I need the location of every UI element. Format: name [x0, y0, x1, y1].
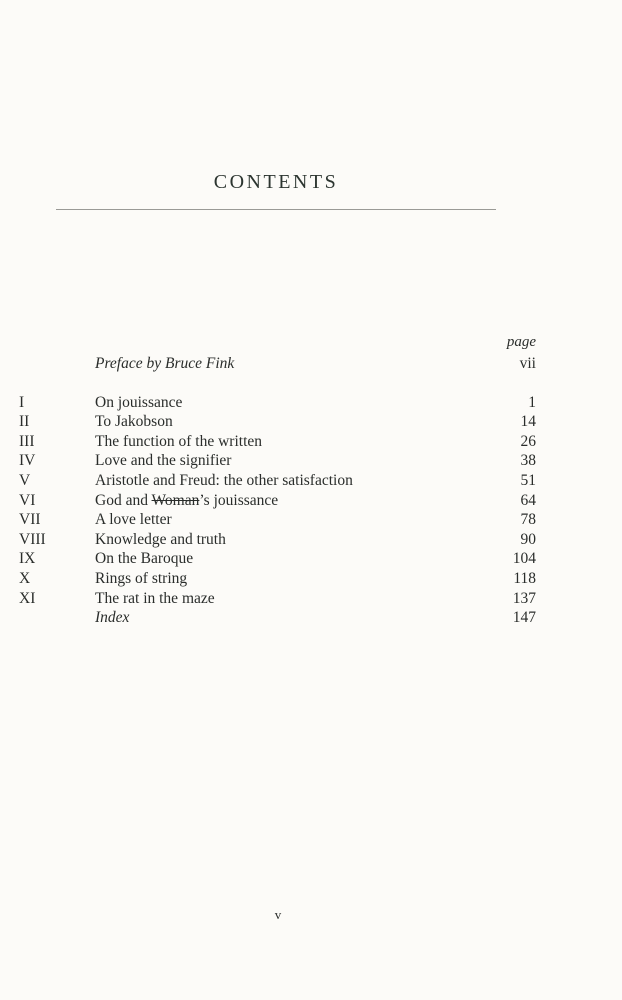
chapter-title: The function of the written — [95, 432, 263, 450]
toc-entry-chapter[interactable] — [0, 491, 622, 511]
chapter-numeral: III — [19, 432, 35, 450]
chapter-page: 90 — [520, 530, 536, 548]
toc-entry-index[interactable] — [0, 608, 622, 628]
chapter-numeral: X — [19, 569, 31, 587]
toc-entry-chapter[interactable] — [0, 432, 622, 452]
chapter-title: On jouissance — [95, 393, 183, 411]
chapter-page: 64 — [520, 491, 536, 509]
chapter-numeral: I — [19, 393, 25, 411]
chapter-page: 51 — [520, 471, 536, 489]
chapter-numeral: VII — [19, 511, 41, 529]
page-title: CONTENTS — [213, 171, 339, 193]
toc-entry-chapter[interactable] — [0, 471, 622, 491]
chapter-numeral: IV — [19, 452, 36, 470]
chapter-page: 14 — [520, 413, 536, 431]
toc-entry-chapter[interactable] — [0, 412, 622, 432]
chapter-title: The rat in the maze — [95, 589, 215, 607]
chapter-title-part: ’s jouissance — [199, 491, 279, 509]
toc-entry-title: Index — [95, 609, 130, 627]
chapter-title-part: God and — [95, 491, 152, 509]
chapter-title: Rings of string — [95, 569, 188, 587]
chapter-numeral: XI — [19, 589, 36, 607]
title-rule — [56, 209, 496, 210]
chapter-title: A love letter — [95, 511, 172, 529]
toc-entry-chapter[interactable] — [0, 589, 622, 609]
page-column-label: page — [506, 334, 536, 350]
chapter-title: Aristotle and Freud: the other satisfaction — [95, 471, 353, 489]
chapter-title: Love and the signifier — [95, 452, 232, 470]
toc-entry-chapter[interactable] — [0, 510, 622, 530]
chapter-title: Knowledge and truth — [95, 530, 226, 548]
toc-entry-chapter[interactable] — [0, 549, 622, 569]
toc-entry-title: Preface by Bruce Fink — [95, 355, 235, 372]
toc-entry-chapter[interactable] — [0, 451, 622, 471]
chapter-page: 78 — [520, 511, 536, 529]
chapter-page: 38 — [520, 452, 536, 470]
toc-entry-preface[interactable] — [0, 354, 622, 374]
chapter-page: 26 — [520, 432, 536, 450]
chapter-numeral: V — [19, 471, 31, 489]
chapter-title — [95, 491, 278, 511]
chapter-page: 137 — [512, 589, 536, 607]
chapter-page: 104 — [512, 550, 536, 568]
chapter-numeral: II — [19, 413, 30, 431]
toc-entry-chapter[interactable] — [0, 393, 622, 413]
toc-entry-page: 147 — [512, 609, 536, 627]
chapter-page: 1 — [528, 393, 536, 411]
toc-entry-chapter[interactable] — [0, 530, 622, 550]
chapter-numeral: VI — [19, 491, 36, 509]
barred-word: Woman — [151, 491, 200, 509]
toc-entry-page: vii — [519, 355, 536, 372]
chapter-numeral: VIII — [19, 530, 46, 548]
chapter-numeral: IX — [19, 550, 36, 568]
chapter-title: To Jakobson — [95, 413, 173, 431]
table-of-contents — [0, 354, 622, 628]
toc-entry-chapter[interactable] — [0, 569, 622, 589]
chapter-title: On the Baroque — [95, 550, 194, 568]
chapter-page: 118 — [513, 569, 536, 587]
page-number: v — [274, 907, 282, 922]
